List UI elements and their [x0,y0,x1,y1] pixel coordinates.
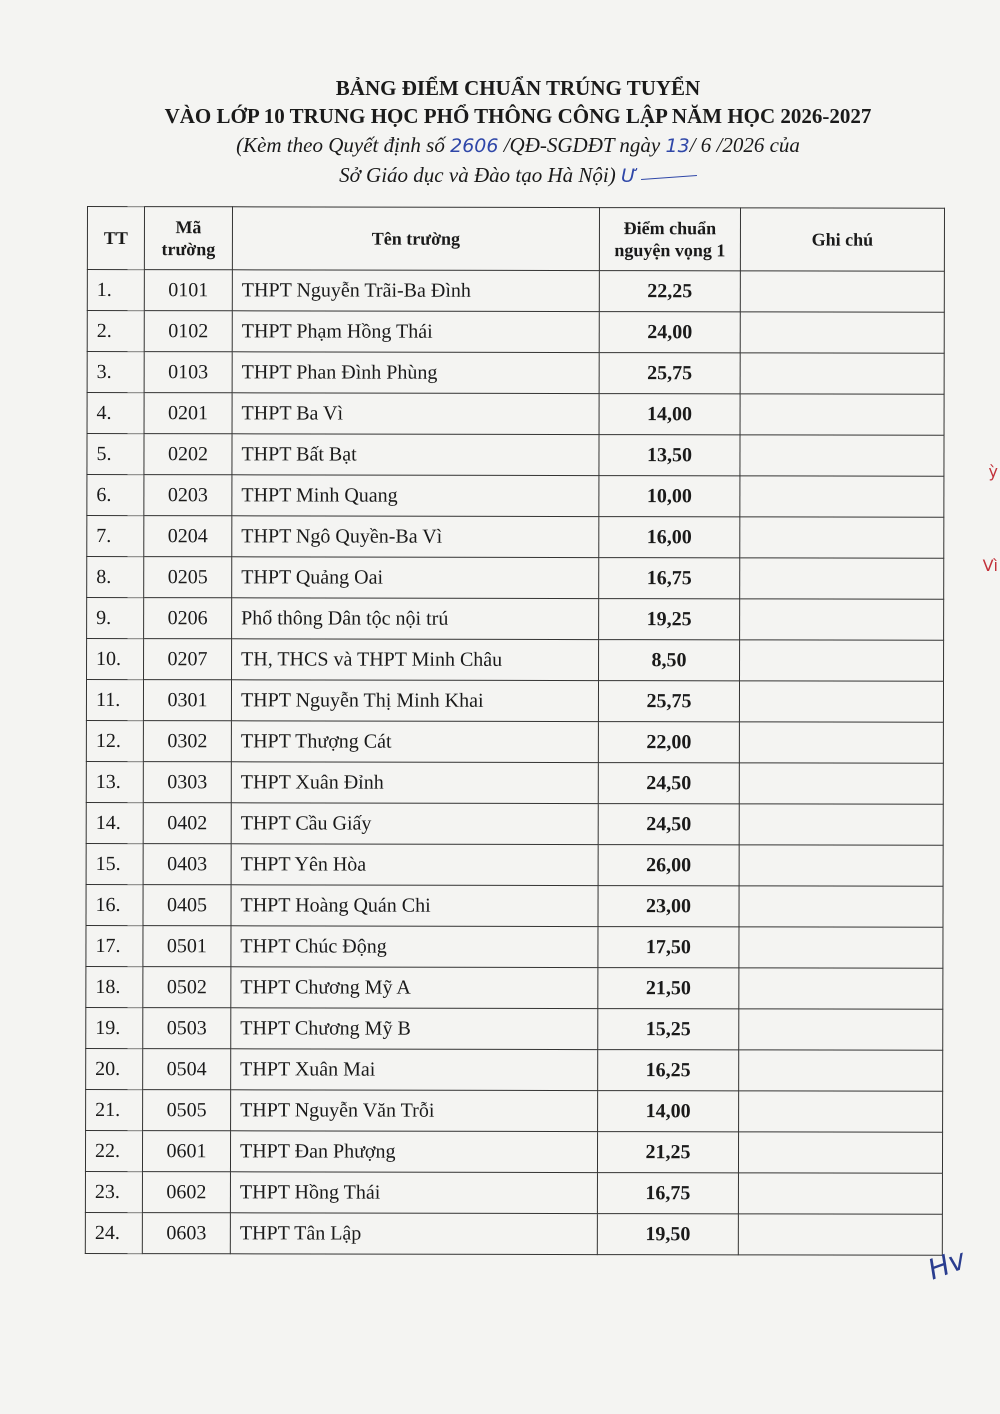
cell-school-name: THPT Ngô Quyền-Ba Vì [232,516,599,558]
cell-school-code: 0207 [144,639,232,680]
cell-note [740,599,944,640]
cell-tt: 17. [86,925,143,966]
cell-score: 24,00 [599,312,740,353]
cell-note [739,968,943,1009]
cell-school-code: 0402 [143,803,231,844]
cell-school-name: THPT Nguyễn Văn Trỗi [231,1090,598,1132]
cell-school-name: Phổ thông Dân tộc nội trú [232,598,599,640]
header-score [599,208,740,271]
subtitle-part2: /QĐ-SGDĐT ngày [498,133,666,157]
cell-tt: 16. [86,884,143,925]
cell-tt: 23. [85,1171,142,1212]
cell-score: 17,50 [598,927,739,968]
table-row [87,270,944,313]
cell-note [740,558,944,599]
cell-school-code: 0201 [144,393,232,434]
cell-score: 23,00 [598,886,739,927]
decision-number-handwritten: 2606 [450,135,499,157]
cell-score: 16,75 [597,1173,738,1214]
signature-initials: Hv [923,1242,971,1287]
cell-tt: 3. [87,352,144,393]
cell-tt: 18. [86,966,143,1007]
cell-school-name: TH, THCS và THPT Minh Châu [232,639,599,681]
cell-score: 16,25 [598,1050,739,1091]
cell-score: 25,75 [598,681,739,722]
cell-school-code: 0103 [144,352,232,393]
cell-school-code: 0505 [143,1090,231,1131]
cell-school-code: 0101 [144,270,232,311]
cell-school-name: THPT Minh Quang [232,475,599,517]
cell-school-code: 0601 [142,1131,230,1172]
table-row [87,516,944,559]
cell-school-name: THPT Hoàng Quán Chi [231,885,598,927]
table-row [87,557,944,600]
table-row [87,598,944,641]
initial-stroke [641,175,697,180]
table-row [85,1130,942,1173]
cell-note [740,517,944,558]
cell-score: 14,00 [598,1091,739,1132]
cell-school-code: 0501 [143,926,231,967]
cell-school-name: THPT Cầu Giấy [231,803,598,845]
subtitle-part3: / 6 /2026 của [689,133,800,157]
cell-score: 21,25 [597,1132,738,1173]
cell-school-code: 0503 [143,1008,231,1049]
cell-tt: 14. [86,802,143,843]
cell-note [739,845,943,886]
stamp-fragment-bottom: Vì [982,556,998,575]
cell-tt: 7. [87,516,144,557]
table-row [87,352,944,395]
cell-note [738,1132,942,1173]
cell-school-code: 0206 [144,598,232,639]
table-row [85,1171,942,1214]
header-tt: TT [87,207,144,270]
cell-school-name: THPT Đan Phượng [230,1131,597,1173]
score-table [85,206,945,1256]
cell-note [739,804,943,845]
cell-school-name: THPT Ba Vì [232,393,599,435]
cell-score: 16,00 [599,517,740,558]
cell-school-code: 0205 [144,557,232,598]
cell-note [740,640,944,681]
cell-tt: 8. [87,557,144,598]
cell-score: 25,75 [599,353,740,394]
cell-score: 15,25 [598,1009,739,1050]
cell-tt: 20. [86,1048,143,1089]
cell-school-code: 0502 [143,967,231,1008]
header-note: Ghi chú [740,208,944,271]
cell-note [740,435,944,476]
cell-school-name: THPT Thượng Cát [231,721,598,763]
cell-tt: 24. [85,1212,142,1253]
cell-tt: 12. [86,720,143,761]
cell-school-name: THPT Chúc Động [231,926,598,968]
cell-note [739,886,943,927]
cell-tt: 11. [86,680,143,721]
table-row [85,1212,942,1255]
table-row [86,925,943,968]
cell-school-code: 0202 [144,434,232,475]
cell-tt: 10. [87,639,144,680]
cell-note [739,927,943,968]
cell-note [740,271,944,312]
cell-school-name: THPT Xuân Mai [231,1049,598,1091]
cell-score: 22,00 [598,722,739,763]
header-name: Tên trường [232,207,599,271]
header-code [144,207,232,270]
cell-school-name: THPT Phan Đình Phùng [232,352,599,394]
subtitle-part1: (Kèm theo Quyết định số [236,133,451,157]
stamp-fragment-top: ỳ [988,462,998,481]
cell-note [739,722,943,763]
cell-school-code: 0602 [142,1172,230,1213]
cell-tt: 22. [85,1130,142,1171]
header-code-line2: trường [161,239,216,260]
cell-score: 24,50 [598,763,739,804]
decision-day-handwritten: 13 [665,135,690,157]
table-row [87,639,944,682]
cell-note [739,763,943,804]
table-row [87,475,944,518]
table-row [86,720,943,763]
cell-tt: 9. [87,598,144,639]
cell-score: 16,75 [599,558,740,599]
initial-mark-handwritten: Ư [620,165,637,187]
cell-school-code: 0405 [143,885,231,926]
cell-tt: 21. [86,1089,143,1130]
document-subtitle-line1 [36,130,1000,161]
header-code-line1: Mã [175,217,202,238]
cell-school-code: 0302 [143,721,231,762]
cell-school-code: 0403 [143,844,231,885]
table-row [87,393,944,436]
cell-score: 10,00 [599,476,740,517]
cell-note [738,1214,942,1255]
cell-score: 13,50 [599,435,740,476]
cell-note [738,1173,942,1214]
table-header-row [87,207,944,272]
cell-score: 21,50 [598,968,739,1009]
subtitle-line2-text: Sở Giáo dục và Đào tạo Hà Nội) [339,163,616,187]
document-title-line1: BẢNG ĐIỂM CHUẨN TRÚNG TUYỂN [335,76,701,100]
cell-tt: 6. [87,475,144,516]
header-score-line2: nguyện vọng 1 [614,240,726,261]
cell-school-name: THPT Hồng Thái [230,1172,597,1214]
cell-note [739,1050,943,1091]
cell-score: 19,50 [597,1214,738,1255]
cell-tt: 13. [86,761,143,802]
cell-note [740,353,944,394]
table-row [86,1048,943,1091]
cell-tt: 4. [87,393,144,434]
document-title-line2: VÀO LỚP 10 TRUNG HỌC PHỔ THÔNG CÔNG LẬP NĂM HỌC 2026-2027 [164,104,872,128]
cell-score: 26,00 [598,845,739,886]
cell-school-code: 0102 [144,311,232,352]
cell-tt: 19. [86,1007,143,1048]
cell-school-code: 0504 [143,1049,231,1090]
document-subtitle-line2 [36,161,1000,190]
table-row [86,1007,943,1050]
table-row [87,434,944,477]
cell-score: 19,25 [599,599,740,640]
cell-school-name: THPT Quảng Oai [232,557,599,599]
table-row [86,884,943,927]
cell-note [739,1009,943,1050]
cell-school-name: THPT Phạm Hồng Thái [232,311,599,353]
cell-note [739,681,943,722]
table-row [87,311,944,354]
table-row [86,680,943,723]
cell-school-name: THPT Xuân Đỉnh [231,762,598,804]
cell-school-name: THPT Bất Bạt [232,434,599,476]
table-row [86,1089,943,1132]
cell-school-name: THPT Tân Lập [230,1213,597,1255]
cell-school-code: 0204 [144,516,232,557]
cell-note [740,394,944,435]
cell-school-name: THPT Yên Hòa [231,844,598,886]
cell-school-code: 0603 [142,1213,230,1254]
table-row [86,802,943,845]
cell-tt: 5. [87,434,144,475]
table-body [85,270,944,1256]
cell-school-name: THPT Nguyễn Trãi-Ba Đình [232,270,599,312]
cell-school-code: 0301 [143,680,231,721]
cell-note [740,312,944,353]
cell-school-name: THPT Nguyễn Thị Minh Khai [231,680,598,722]
cell-tt: 2. [87,311,144,352]
table-row [86,966,943,1009]
cell-score: 24,50 [598,804,739,845]
cell-school-code: 0303 [143,762,231,803]
table-row [86,761,943,804]
table-row [86,843,943,886]
cell-tt: 1. [87,270,144,311]
cell-note [739,1091,943,1132]
cell-score: 22,25 [599,271,740,312]
cell-school-name: THPT Chương Mỹ B [231,1008,598,1050]
cell-tt: 15. [86,843,143,884]
cell-score: 14,00 [599,394,740,435]
header-score-line1: Điểm chuẩn [623,218,717,239]
document-heading [0,74,1000,190]
cell-note [740,476,944,517]
cell-school-name: THPT Chương Mỹ A [231,967,598,1009]
cell-score: 8,50 [599,640,740,681]
cell-school-code: 0203 [144,475,232,516]
